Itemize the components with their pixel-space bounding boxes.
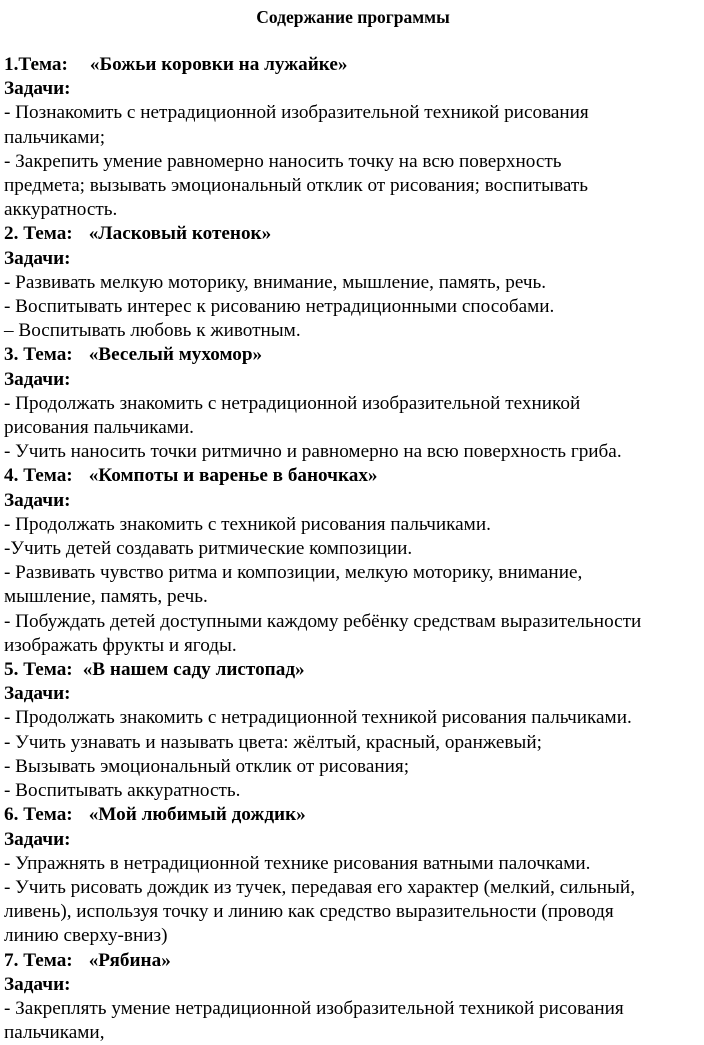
topic-block [4,464,702,658]
task-line: предмета; вызывать эмоциональный отклик от рисования; воспитывать [4,175,589,197]
task-line: - Развивать чувство ритма и композиции, мелкую моторику, внимание, [4,562,583,584]
tasks-label: Задачи: [4,973,71,995]
document-page [4,0,702,1045]
topic-name: «Компоты и варенье в баночках» [88,465,378,487]
task-line: аккуратность. [4,199,118,221]
task-line: - Учить узнавать и называть цвета: жёлтый, красный, оранжевый; [4,731,542,753]
task-line: пальчиками; [4,126,106,148]
task-line: - Вызывать эмоциональный отклик от рисования; [4,755,410,777]
task-line: изображать фрукты и ягоды. [4,634,237,656]
topic-number: 2. Тема: [4,223,73,245]
task-line: - Развивать мелкую моторику, внимание, мышление, память, речь. [4,271,547,293]
topic-block [4,343,702,464]
topic-block [4,222,702,343]
topic-heading [4,803,702,827]
topic-name: «Ласковый котенок» [88,223,272,245]
topics-list [4,53,702,1045]
task-line: - Упражнять в нетрадиционной технике рисования ватными палочками. [4,852,591,874]
topic-heading [4,222,702,246]
tasks-label: Задачи: [4,78,71,100]
document-title: Содержание программы [256,7,450,27]
tasks-label: Задачи: [4,828,71,850]
tasks-label: Задачи: [4,683,71,705]
task-line: - Воспитывать интерес к рисованию нетрадиционными способами. [4,296,555,318]
topic-heading [4,658,702,682]
topic-block [4,53,702,222]
task-line: пальчиками, [4,1022,105,1044]
topic-block [4,949,702,1045]
topic-number: 1.Тема: [4,54,68,75]
task-line: ливень), используя точку и линию как средство выразительности (проводя [4,901,614,923]
topic-heading [4,343,702,367]
topic-name: «Рябина» [88,949,171,971]
topic-block [4,658,702,803]
topic-heading [4,949,702,973]
topic-number: 7. Тема: [4,949,73,971]
topic-heading [4,53,702,77]
task-line: – Воспитывать любовь к животным. [4,320,301,342]
tasks-label: Задачи: [4,247,71,269]
task-line: - Закрепить умение равномерно наносить точку на всю поверхность [4,150,562,172]
task-line: - Закреплять умение нетрадиционной изобразительной техникой рисования [4,997,624,1019]
task-line: - Познакомить с нетрадиционной изобразительной техникой рисования [4,102,589,124]
topic-heading [4,464,702,488]
topic-name: «Божьи коровки на лужайке» [89,54,348,75]
task-line: рисования пальчиками. [4,417,194,439]
task-line: мышление, память, речь. [4,586,208,608]
task-line: - Учить рисовать дождик из тучек, передавая его характер (мелкий, сильный, [4,876,635,898]
task-line: - Продолжать знакомить с техникой рисования пальчиками. [4,513,491,535]
tasks-label: Задачи: [4,489,71,511]
task-line: - Побуждать детей доступными каждому ребёнку средствам выразительности [4,610,642,632]
topic-name: «В нашем саду листопад» [82,659,305,681]
task-line: линию сверху-вниз) [4,925,168,947]
topic-name: «Мой любимый дождик» [88,804,306,826]
task-line: - Продолжать знакомить с нетрадиционной изобразительной техникой [4,392,581,414]
task-line: - Воспитывать аккуратность. [4,780,241,802]
topic-name: «Веселый мухомор» [88,344,263,366]
topic-number: 3. Тема: [4,344,73,366]
topic-number: 6. Тема: [4,804,73,826]
task-line: - Учить наносить точки ритмично и равномерно на всю поверхность гриба. [4,441,622,463]
topic-number: 4. Тема: [4,465,73,487]
task-line: -Учить детей создавать ритмические композиции. [4,538,413,560]
topic-block [4,803,702,948]
blank-line [4,29,702,53]
topic-number: 5. Тема: [4,659,73,681]
task-line: - Продолжать знакомить с нетрадиционной техникой рисования пальчиками. [4,707,632,729]
tasks-label: Задачи: [4,368,71,390]
